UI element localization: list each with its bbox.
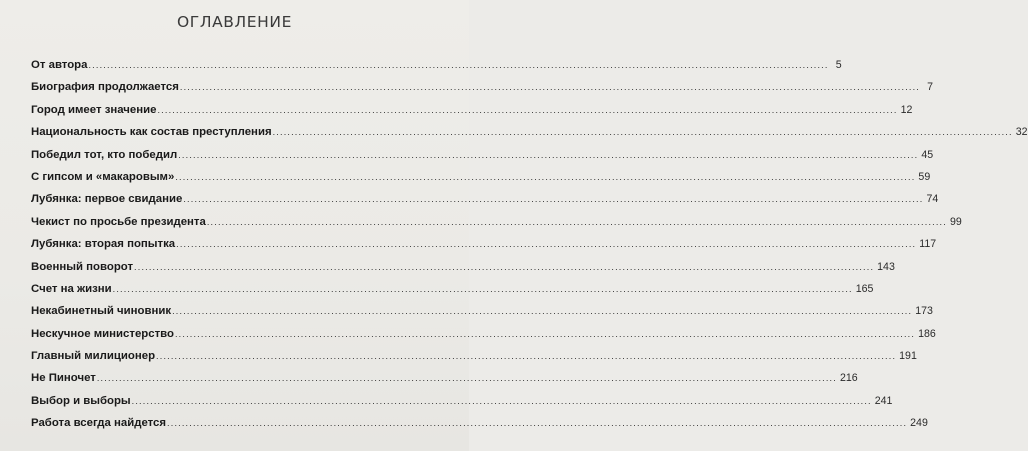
- dot-leader: ........................................................................................................................................................................................................: [157, 104, 898, 115]
- toc-entry-title: Национальность как состав преступления: [31, 126, 272, 139]
- toc-entry-page: 59: [918, 170, 931, 183]
- dot-leader: ........................................................................................................................................................................................................: [174, 328, 916, 339]
- toc-entry: [31, 215, 962, 238]
- toc-entry-title: Лубянка: вторая попытка: [31, 238, 176, 251]
- toc-entry: [31, 103, 913, 126]
- toc-entry-title: Главный милиционер: [31, 350, 156, 363]
- dot-leader: ........................................................................................................................................................................................................: [183, 194, 924, 205]
- toc-entry-title: Некабинетный чиновник: [31, 305, 172, 318]
- dot-leader: ........................................................................................................................................................................................................: [172, 306, 913, 317]
- toc-entry-page: 143: [877, 260, 895, 273]
- toc-entry-title: Лубянка: первое свидание: [31, 193, 183, 206]
- dot-leader: ........................................................................................................................................................................................................: [178, 149, 919, 160]
- toc-entry-title: Военный поворот: [31, 260, 134, 273]
- toc-entry-page: 186: [918, 327, 936, 340]
- toc-entry: [31, 126, 1028, 148]
- toc-entry-page: 241: [874, 394, 893, 407]
- toc-entry-page: 74: [926, 193, 939, 206]
- dot-leader: ........................................................................................................................................................................................................: [167, 418, 908, 429]
- toc-entry-title: Выбор и выборы: [31, 394, 131, 407]
- toc-entry: [31, 148, 934, 171]
- dot-leader: ........................................................................................................................................................................................................: [206, 216, 947, 227]
- dot-leader: ........................................................................................................................................................................................................: [88, 60, 829, 70]
- dot-leader: ........................................................................................................................................................................................................: [112, 283, 853, 294]
- toc-entry-title: Счет на жизни: [31, 282, 112, 295]
- dot-leader: ........................................................................................................................................................................................................: [134, 261, 875, 272]
- toc-entry-page: 7: [927, 81, 934, 94]
- toc-entry: [31, 417, 928, 439]
- toc-entry-title: Город имеет значение: [31, 103, 157, 116]
- toc-entry-title: Не Пиночет: [31, 372, 96, 385]
- dot-leader: ........................................................................................................................................................................................................: [131, 395, 872, 406]
- toc-entry: [31, 372, 858, 394]
- toc-entry-title: Победил тот, кто победил: [31, 148, 178, 161]
- toc-entry: [31, 350, 917, 372]
- toc-entry-title: От автора: [31, 59, 88, 71]
- toc-entry-page: 191: [899, 350, 917, 363]
- page-title: ОГЛАВЛЕНИЕ: [176, 13, 293, 31]
- toc-entry-page: 12: [900, 103, 913, 116]
- toc-entry: [31, 193, 939, 215]
- toc-entry: [31, 238, 937, 260]
- toc-entry: [31, 59, 842, 81]
- toc-entry-title: Работа всегда найдется: [31, 417, 167, 430]
- toc-entry: [31, 327, 936, 350]
- toc-entry-page: 117: [919, 238, 937, 251]
- toc-entry-page: 216: [839, 372, 858, 385]
- dot-leader: ........................................................................................................................................................................................................: [179, 82, 921, 93]
- toc-entry: [31, 170, 931, 193]
- dot-leader: ........................................................................................................................................................................................................: [175, 171, 916, 182]
- toc-entry-title: С гипсом и «макаровым»: [31, 170, 175, 183]
- toc-entry-title: Чекист по просьбе президента: [31, 215, 206, 228]
- toc-entry: [31, 394, 893, 417]
- toc-entry-page: 99: [949, 215, 962, 228]
- dot-leader: ........................................................................................................................................................................................................: [96, 373, 837, 384]
- toc-entry-page: 5: [835, 59, 842, 71]
- toc-entry: [31, 305, 933, 327]
- toc-entry: [31, 282, 874, 305]
- dot-leader: ........................................................................................................................................................................................................: [272, 127, 1013, 138]
- toc-entry-page: 45: [921, 148, 934, 161]
- toc-entry-title: Нескучное министерство: [31, 327, 174, 340]
- toc-entry-page: 32: [1015, 126, 1028, 139]
- toc-entry: [31, 81, 934, 103]
- table-of-contents: [31, 59, 1028, 440]
- dot-leader: ........................................................................................................................................................................................................: [176, 239, 917, 250]
- toc-entry-page: 249: [910, 417, 928, 430]
- toc-entry: [31, 260, 895, 283]
- toc-entry-page: 165: [855, 282, 874, 295]
- dot-leader: ........................................................................................................................................................................................................: [156, 351, 897, 362]
- toc-entry-page: 173: [915, 305, 933, 318]
- toc-entry-title: Биография продолжается: [31, 81, 179, 94]
